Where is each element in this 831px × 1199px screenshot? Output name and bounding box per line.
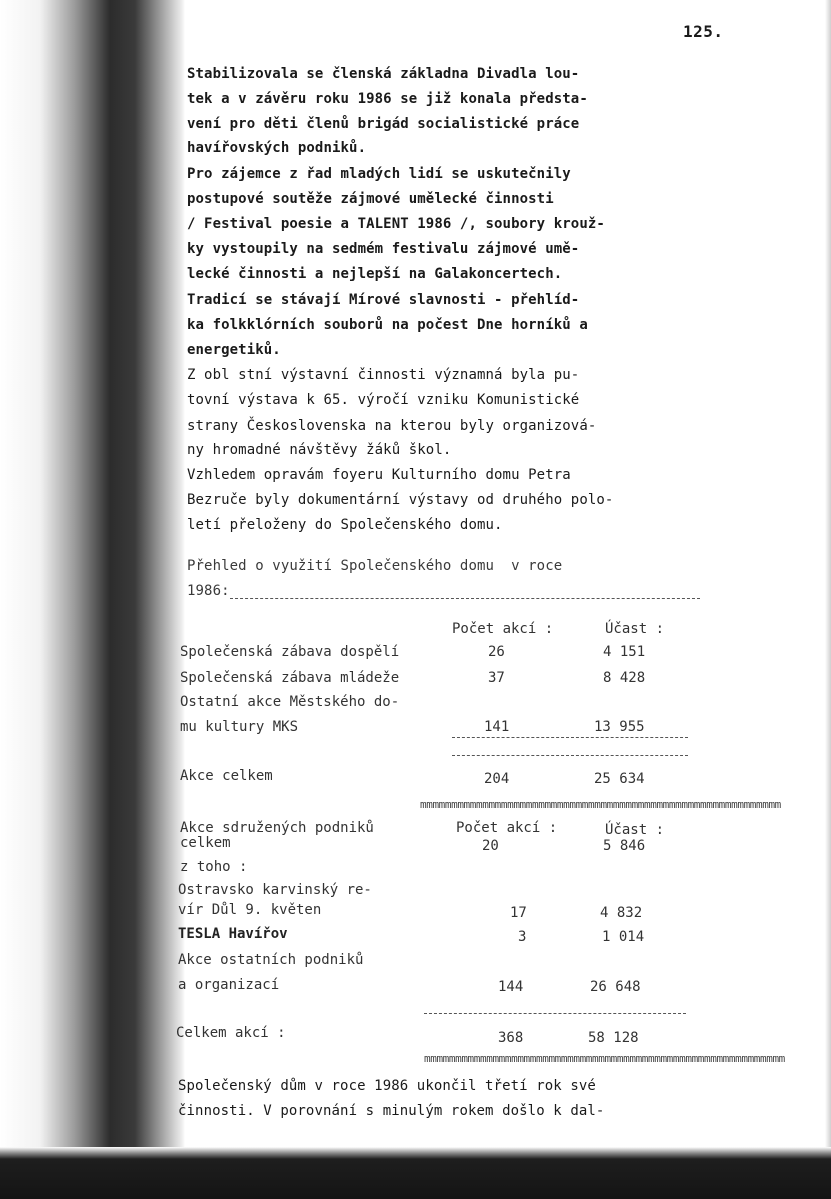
binding-shadow <box>0 0 185 1199</box>
table2-attendance: 5 846 <box>603 838 646 854</box>
heading-underline <box>230 598 700 599</box>
scan-bottom-edge <box>0 1147 831 1199</box>
table-row-count: 144 <box>498 979 524 995</box>
text-line: tek a v závěru roku 1986 se již konala předsta- <box>187 91 588 107</box>
subtotal-rule <box>452 737 688 738</box>
table-row-label: Ostatní akce Městského do- <box>180 694 400 710</box>
overview-heading: Přehled o využití Společenského domu v roce <box>187 558 563 574</box>
text-line: letí přeloženy do Společenského domu. <box>187 517 503 533</box>
table2-count: 20 <box>482 838 499 854</box>
grand-total-count: 368 <box>498 1030 524 1046</box>
table2-label: Akce sdružených podniků <box>180 820 374 836</box>
text-line: Z obl stní výstavní činnosti významná byla pu- <box>187 367 580 383</box>
m-rule: mmmmmmmmmmmmmmmmmmmmmmmmmmmmmmmmmmmmmmmmmmmmmmmmmmmmmmmmmm <box>424 1052 785 1065</box>
overview-heading-year: 1986: <box>187 583 230 599</box>
text-line: postupové soutěže zájmové umělecké činnosti <box>187 191 554 207</box>
text-line: / Festival poesie a TALENT 1986 /, soubory krouž- <box>187 216 605 232</box>
m-rule: mmmmmmmmmmmmmmmmmmmmmmmmmmmmmmmmmmmmmmmmmmmmmmmmmmmmmmmmmm <box>420 798 781 811</box>
page-number: 125. <box>683 22 724 41</box>
text-line: Společenský dům v roce 1986 ukončil třetí rok své <box>178 1078 596 1094</box>
table-row-count: 37 <box>488 670 505 686</box>
table-row-count: 3 <box>518 929 527 945</box>
subtotal-rule <box>452 755 688 756</box>
table-row-count: 26 <box>488 644 505 660</box>
table1-header-attendance: Účast : <box>605 621 665 637</box>
table1-total-label: Akce celkem <box>180 768 273 784</box>
text-line: tovní výstava k 65. výročí vzniku Komunistické <box>187 392 580 408</box>
text-line: lecké činnosti a nejlepší na Galakoncertech. <box>187 266 563 282</box>
text-line: energetiků. <box>187 342 281 358</box>
table-row-label-cont: a organizací <box>178 977 280 993</box>
table-row-label: TESLA Havířov <box>178 926 288 942</box>
text-line: Stabilizovala se členská základna Divadla lou- <box>187 66 580 82</box>
text-line: Bezruče byly dokumentární výstavy od druhého polo- <box>187 492 614 508</box>
table-row-label-cont: mu kultury MKS <box>180 719 299 735</box>
table1-total-attendance: 25 634 <box>594 771 645 787</box>
table-row-attendance: 4 151 <box>603 644 646 660</box>
text-line: strany Československa na kterou byly organizová- <box>187 418 597 434</box>
table2-label-cont: celkem <box>180 835 231 851</box>
table-row-count: 141 <box>484 719 510 735</box>
table2-subheading: z toho : <box>180 859 248 875</box>
text-line: činnosti. V porovnání s minulým rokem došlo k dal- <box>178 1103 605 1119</box>
text-line: Pro zájemce z řad mladých lidí se uskutečnily <box>187 166 571 182</box>
table-row-label: Společenská zábava mládeže <box>180 670 400 686</box>
text-line: havířovských podniků. <box>187 140 367 156</box>
table-row-label: Společenská zábava dospělí <box>180 644 400 660</box>
table-row-count: 17 <box>510 905 527 921</box>
subtotal-rule <box>424 1013 686 1014</box>
grand-total-attendance: 58 128 <box>588 1030 639 1046</box>
table-row-attendance: 26 648 <box>590 979 641 995</box>
table2-header-attendance: Účast : <box>605 822 665 838</box>
text-line: Tradicí se stávají Mírové slavnosti - přehlíd- <box>187 292 580 308</box>
table-row-attendance: 4 832 <box>600 905 643 921</box>
table2-header-count: Počet akcí : <box>456 820 558 836</box>
text-line: Vzhledem opravám foyeru Kulturního domu Petra <box>187 467 571 483</box>
table-row-label: Akce ostatních podniků <box>178 952 364 968</box>
text-line: ny hromadné návštěvy žáků škol. <box>187 442 452 458</box>
text-line: ka folkklórních souborů na počest Dne horníků a <box>187 317 588 333</box>
table-row-attendance: 8 428 <box>603 670 646 686</box>
grand-total-label: Celkem akcí : <box>176 1025 286 1041</box>
table1-total-count: 204 <box>484 771 510 787</box>
table1-header-count: Počet akcí : <box>452 621 554 637</box>
table-row-attendance: 1 014 <box>602 929 645 945</box>
text-line: vení pro děti členů brigád socialistické práce <box>187 116 580 132</box>
table-row-attendance: 13 955 <box>594 719 645 735</box>
text-line: ky vystoupily na sedmém festivalu zájmové umě- <box>187 241 580 257</box>
table-row-label-cont: vír Důl 9. květen <box>178 902 322 918</box>
page-right-edge <box>825 0 831 1199</box>
table-row-label: Ostravsko karvinský re- <box>178 882 372 898</box>
